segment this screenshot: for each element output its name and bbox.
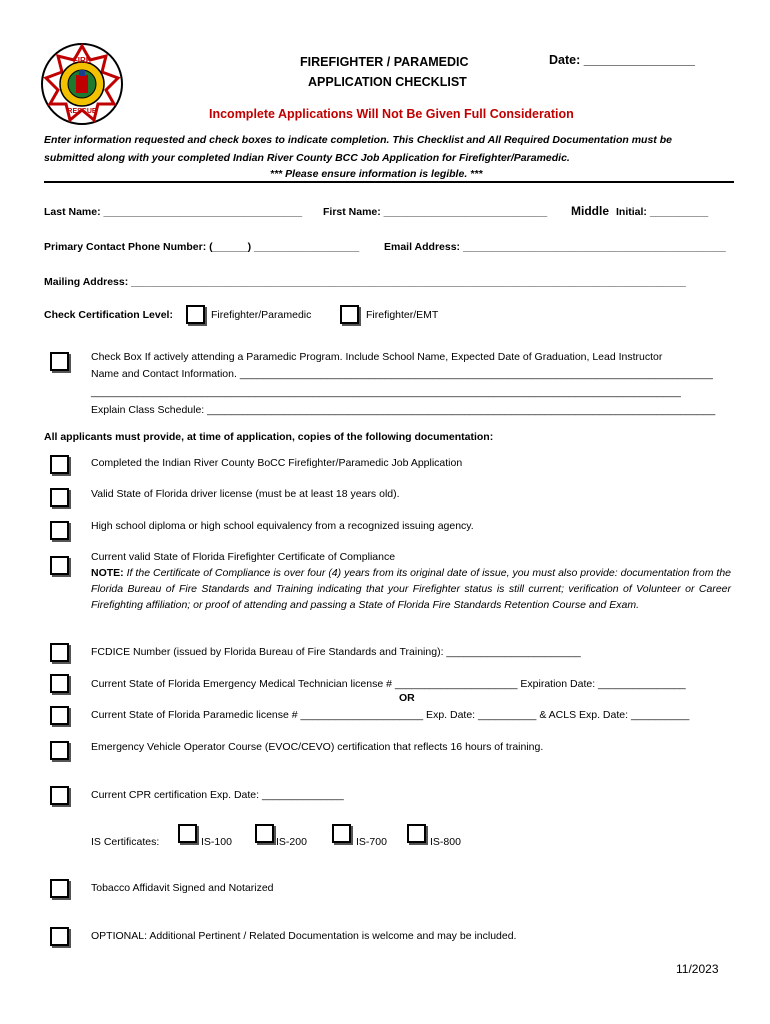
is-800-label: IS-800 <box>430 836 461 848</box>
paramedic-program-checkbox[interactable] <box>50 352 69 371</box>
cpr-checkbox[interactable] <box>50 786 69 805</box>
tobacco-checkbox[interactable] <box>50 879 69 898</box>
ff-cert-checkbox[interactable] <box>50 556 69 575</box>
ff-cert-note <box>91 565 731 613</box>
paramedic-item[interactable]: Current State of Florida Paramedic license # _____________________ Exp. Date: __________ & ACLS Exp. Date: __________ <box>91 709 690 721</box>
evoc-checkbox[interactable] <box>50 741 69 760</box>
email-field[interactable]: Email Address: _____________________________________________ <box>384 241 726 253</box>
mailing-address-field[interactable]: Mailing Address: _______________________________________________________________________________________________ <box>44 276 686 288</box>
svg-text:RESCUE: RESCUE <box>67 108 97 115</box>
tobacco-item: Tobacco Affidavit Signed and Notarized <box>91 882 274 894</box>
emt-checkbox[interactable] <box>50 674 69 693</box>
paramedic-checkbox[interactable] <box>50 706 69 725</box>
optional-item: OPTIONAL: Additional Pertinent / Related Documentation is welcome and may be included. <box>91 930 517 942</box>
fire-rescue-seal-logo <box>40 42 124 126</box>
svg-text:FIRE: FIRE <box>72 56 92 65</box>
diploma-item: High school diploma or high school equivalency from a recognized issuing agency. <box>91 520 474 532</box>
paramedic-program-line1: Check Box If actively attending a Paramedic Program. Include School Name, Expected Date of Graduation, Lead Instructor <box>91 351 663 363</box>
paramedic-program-line2[interactable]: Name and Contact Information. _________________________________________________________________________________ <box>91 368 713 380</box>
or-label: OR <box>399 692 415 704</box>
cert-firefighter-emt-checkbox[interactable] <box>340 305 359 324</box>
is-100-label: IS-100 <box>201 836 232 848</box>
license-checkbox[interactable] <box>50 488 69 507</box>
note-label: NOTE: <box>91 567 124 579</box>
class-schedule-field[interactable]: Explain Class Schedule: _______________________________________________________________________________________ <box>91 404 716 416</box>
is-700-label: IS-700 <box>356 836 387 848</box>
fcdice-checkbox[interactable] <box>50 643 69 662</box>
paramedic-program-line3[interactable]: _____________________________________________________________________________________________________ <box>91 386 681 398</box>
header-divider <box>44 181 734 183</box>
revision-date: 11/2023 <box>676 962 719 976</box>
is-certificates-label: IS Certificates: <box>91 836 160 848</box>
evoc-item: Emergency Vehicle Operator Course (EVOC/CEVO) certification that reflects 16 hours of training. <box>91 741 544 753</box>
is-100-checkbox[interactable] <box>178 824 197 843</box>
is-800-checkbox[interactable] <box>407 824 426 843</box>
is-200-checkbox[interactable] <box>255 824 274 843</box>
page-title-line2: APPLICATION CHECKLIST <box>308 75 467 89</box>
license-item: Valid State of Florida driver license (must be at least 18 years old). <box>91 488 400 500</box>
optional-checkbox[interactable] <box>50 927 69 946</box>
warning-text: Incomplete Applications Will Not Be Given Full Consideration <box>209 107 574 121</box>
cpr-item[interactable]: Current CPR certification Exp. Date: ______________ <box>91 789 344 801</box>
intro-line1: Enter information requested and check boxes to indicate completion. This Checklist and All Required Documentation must be <box>44 134 672 146</box>
is-700-checkbox[interactable] <box>332 824 351 843</box>
cert-firefighter-emt-label: Firefighter/EMT <box>366 309 439 321</box>
cert-level-label: Check Certification Level: <box>44 309 173 321</box>
last-name-field[interactable]: Last Name: __________________________________ <box>44 206 303 218</box>
initial-field[interactable]: Initial: __________ <box>616 206 709 218</box>
application-checkbox[interactable] <box>50 455 69 474</box>
cert-firefighter-paramedic-label: Firefighter/Paramedic <box>211 309 312 321</box>
application-item: Completed the Indian River County BoCC Firefighter/Paramedic Job Application <box>91 457 463 469</box>
ff-cert-item: Current valid State of Florida Firefighter Certificate of Compliance <box>91 551 396 563</box>
intro-line2: submitted along with your completed Indian River County BCC Job Application for Firefighter/Paramedic. <box>44 152 570 164</box>
documentation-heading: All applicants must provide, at time of application, copies of the following documentation: <box>44 431 494 443</box>
diploma-checkbox[interactable] <box>50 521 69 540</box>
phone-field[interactable]: Primary Contact Phone Number: (______) __________________ <box>44 241 360 253</box>
emt-item[interactable]: Current State of Florida Emergency Medical Technician license # _____________________ Expiration Date: _______________ <box>91 678 686 690</box>
first-name-field[interactable]: First Name: ____________________________ <box>323 206 548 218</box>
cert-firefighter-paramedic-checkbox[interactable] <box>186 305 205 324</box>
page-title-line1: FIREFIGHTER / PARAMEDIC <box>300 55 469 69</box>
is-200-label: IS-200 <box>276 836 307 848</box>
date-field[interactable]: Date: ________________ <box>549 53 695 67</box>
middle-label: Middle <box>571 204 609 218</box>
intro-line3: *** Please ensure information is legible. *** <box>270 168 483 180</box>
fcdice-item[interactable]: FCDICE Number (issued by Florida Bureau of Fire Standards and Training): _______________________ <box>91 646 581 658</box>
note-text: If the Certificate of Compliance is over four (4) years from its original date of issue, you must also provide: documentation from the Florida Bureau of Fire Standards and Training indicating that your Firefighter status is still current; verification of Volunteer or Career Firefighting affiliation; or proof of attending and passing a State of Florida Fire Standards Retention Course and Exam. <box>91 567 732 611</box>
